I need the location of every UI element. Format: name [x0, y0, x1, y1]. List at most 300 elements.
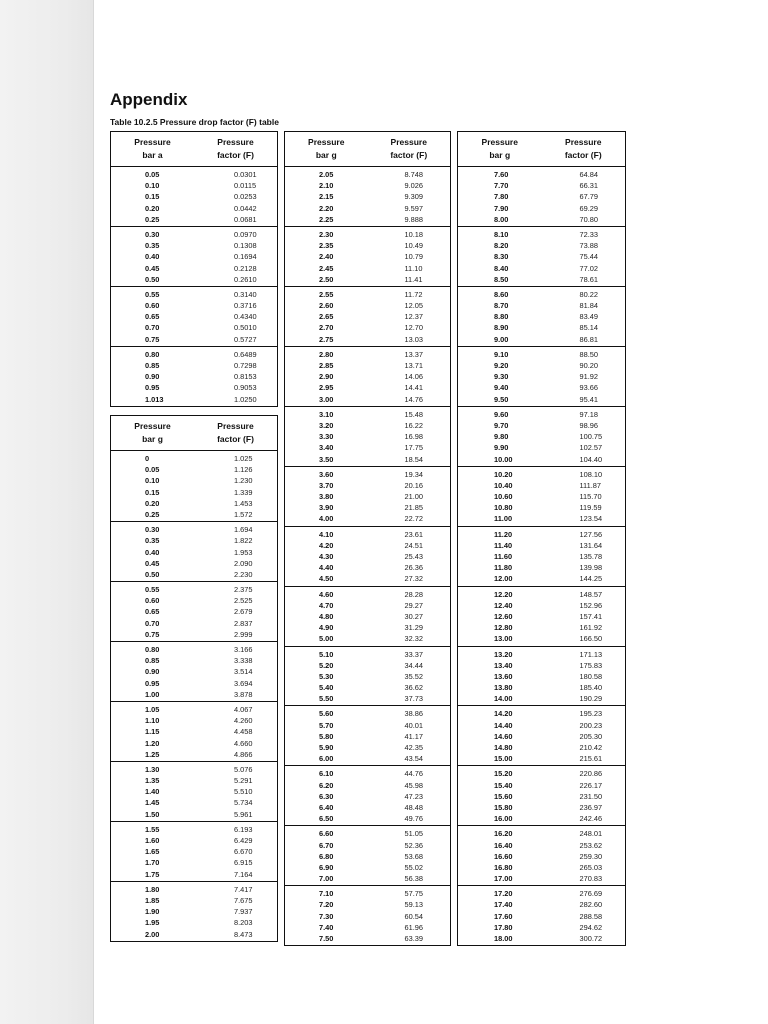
- factor-cell: 135.78: [579, 552, 603, 561]
- factor-cell: 0.1308: [234, 241, 257, 251]
- header-factor: [542, 132, 626, 166]
- factor-cell: 161.92: [579, 623, 603, 633]
- pressure-cell: 15.80: [494, 802, 513, 812]
- factor-cell: 1.0250: [234, 394, 257, 404]
- row-group: [285, 766, 450, 826]
- table-row: [111, 595, 277, 606]
- factor-cell: 14.06: [404, 372, 423, 382]
- pressure-cell: 9.00: [494, 334, 509, 344]
- pressure-cell: 6.20: [319, 780, 334, 790]
- table-row: [458, 649, 625, 660]
- pressure-cell: 14.80: [494, 743, 513, 752]
- table-row: [458, 300, 625, 311]
- factor-cell: 123.54: [579, 514, 603, 524]
- row-group: [458, 647, 625, 707]
- table-row: [285, 289, 450, 300]
- table-row: [111, 797, 277, 808]
- factor-cell: 0.0681: [234, 214, 257, 224]
- table-row: [458, 469, 625, 480]
- pressure-cell: 10.00: [494, 454, 513, 464]
- row-group: [458, 706, 625, 766]
- pressure-cell: 1.20: [145, 738, 160, 748]
- table-bar-a: [110, 131, 278, 407]
- table-row: [111, 809, 277, 820]
- factor-cell: 3.166: [234, 645, 253, 654]
- table-row: [285, 649, 450, 660]
- table-row: [285, 420, 450, 431]
- row-group: [458, 287, 625, 347]
- row-group: [111, 287, 277, 347]
- pressure-cell: 2.65: [319, 312, 334, 322]
- row-group: [458, 886, 625, 945]
- factor-cell: 220.86: [579, 769, 603, 779]
- pressure-cell: 0.20: [145, 498, 160, 508]
- table-row: [111, 274, 277, 285]
- factor-cell: 1.025: [234, 454, 253, 463]
- factor-cell: 64.84: [579, 170, 598, 179]
- row-group: [111, 762, 277, 822]
- pressure-cell: 0.80: [145, 349, 160, 359]
- pressure-cell: 6.50: [319, 814, 334, 824]
- factor-cell: 95.41: [579, 394, 598, 404]
- table-row: [111, 895, 277, 906]
- factor-cell: 2.837: [234, 618, 253, 628]
- table-row: [285, 349, 450, 360]
- table-row: [458, 274, 625, 285]
- factor-cell: 139.98: [579, 563, 603, 573]
- pressure-cell: 10.60: [494, 492, 513, 502]
- factor-cell: 9.026: [404, 181, 423, 191]
- pressure-cell: 0.10: [145, 181, 160, 191]
- table-row: [285, 334, 450, 345]
- pressure-cell: 12.20: [494, 589, 513, 599]
- pressure-cell: 15.20: [494, 769, 513, 779]
- factor-cell: 259.30: [579, 851, 603, 861]
- table-row: [458, 394, 625, 405]
- pressure-cell: 2.20: [319, 203, 334, 213]
- table-row: [111, 749, 277, 760]
- table-row: [111, 906, 277, 917]
- factor-cell: 210.42: [579, 743, 603, 752]
- factor-cell: 0.3716: [234, 301, 257, 311]
- pressure-cell: 5.70: [319, 720, 334, 730]
- header-unit: bar g: [142, 434, 163, 444]
- table-row: [111, 929, 277, 940]
- pressure-cell: 11.20: [494, 529, 513, 539]
- factor-cell: 104.40: [579, 454, 603, 464]
- factor-cell: 205.30: [579, 731, 603, 741]
- table-row: [458, 203, 625, 214]
- header-pressure: [458, 132, 542, 166]
- table-row: [111, 487, 277, 498]
- factor-cell: 2.375: [234, 585, 253, 595]
- pressure-cell: 5.40: [319, 683, 334, 693]
- pressure-cell: 1.75: [145, 869, 160, 879]
- header-unit: bar a: [142, 150, 163, 160]
- factor-cell: 32.32: [404, 634, 423, 644]
- table-row: [111, 524, 277, 535]
- pressure-cell: 13.80: [494, 683, 513, 693]
- factor-cell: 0.0115: [234, 181, 257, 191]
- pressure-cell: 0.25: [145, 214, 160, 224]
- pressure-cell: 2.55: [319, 289, 334, 299]
- pressure-cell: 5.30: [319, 671, 334, 681]
- factor-cell: 12.37: [404, 312, 423, 322]
- factor-cell: 5.734: [234, 798, 253, 808]
- pressure-cell: 3.20: [319, 420, 334, 430]
- table-row: [111, 606, 277, 617]
- factor-cell: 175.83: [579, 660, 603, 670]
- factor-cell: 148.57: [579, 589, 603, 599]
- table-row: [458, 289, 625, 300]
- pressure-cell: 2.05: [319, 170, 334, 179]
- table-row: [458, 802, 625, 813]
- pressure-cell: 1.00: [145, 689, 160, 699]
- pressure-cell: 1.05: [145, 704, 160, 714]
- table-row: [458, 671, 625, 682]
- factor-cell: 0.8153: [234, 372, 257, 382]
- pressure-cell: 9.70: [494, 420, 509, 430]
- factor-cell: 61.96: [404, 922, 423, 932]
- scan-edge-line: [93, 0, 94, 1024]
- header-label: Pressure: [217, 421, 254, 431]
- table-caption: Table 10.2.5 Pressure drop factor (F) table: [110, 117, 279, 127]
- row-group: [111, 702, 277, 762]
- factor-cell: 69.29: [579, 203, 598, 213]
- factor-cell: 0.3140: [234, 289, 257, 299]
- table-bar-g-high: [457, 131, 626, 946]
- factor-cell: 3.514: [234, 667, 253, 677]
- pressure-cell: 9.60: [494, 409, 509, 419]
- header-factor: [368, 132, 451, 166]
- pressure-cell: 6.30: [319, 791, 334, 801]
- factor-cell: 44.76: [404, 769, 423, 779]
- table-row: [285, 851, 450, 862]
- page-heading: Appendix: [110, 90, 188, 109]
- factor-cell: 4.260: [234, 716, 253, 726]
- table-row: [285, 240, 450, 251]
- table-row: [285, 169, 450, 180]
- pressure-cell: 0.80: [145, 645, 160, 654]
- table-row: [285, 802, 450, 813]
- table-row: [111, 824, 277, 835]
- factor-cell: 24.51: [404, 540, 423, 550]
- pressure-cell: 2.35: [319, 241, 334, 251]
- factor-cell: 276.69: [579, 889, 603, 899]
- factor-cell: 55.02: [404, 862, 423, 872]
- pressure-cell: 8.70: [494, 301, 509, 311]
- factor-cell: 45.98: [404, 780, 423, 790]
- factor-cell: 1.230: [234, 476, 253, 486]
- table-row: [111, 704, 277, 715]
- factor-cell: 78.61: [579, 274, 598, 284]
- pressure-cell: 17.80: [494, 922, 513, 932]
- factor-cell: 36.62: [404, 683, 423, 693]
- pressure-cell: 12.60: [494, 611, 513, 621]
- factor-cell: 185.40: [579, 683, 603, 693]
- table-row: [458, 911, 625, 922]
- factor-cell: 6.670: [234, 847, 253, 857]
- table-row: [285, 263, 450, 274]
- table-row: [285, 753, 450, 764]
- table-row: [285, 469, 450, 480]
- pressure-cell: 6.40: [319, 802, 334, 812]
- pressure-cell: 1.85: [145, 895, 160, 905]
- pressure-cell: 11.00: [494, 514, 513, 524]
- table-row: [458, 263, 625, 274]
- pressure-cell: 0.90: [145, 667, 160, 677]
- table-row: [285, 529, 450, 540]
- pressure-cell: 8.90: [494, 323, 509, 333]
- factor-cell: 22.72: [404, 514, 423, 524]
- factor-cell: 0.9053: [234, 383, 257, 393]
- header-label: Pressure: [217, 137, 254, 147]
- factor-cell: 8.748: [404, 170, 423, 179]
- factor-cell: 0.5010: [234, 323, 257, 333]
- pressure-cell: 3.80: [319, 492, 334, 502]
- pressure-cell: 2.30: [319, 229, 334, 239]
- pressure-cell: 1.60: [145, 836, 160, 845]
- factor-cell: 7.675: [234, 895, 253, 905]
- table-body: [111, 451, 277, 941]
- factor-cell: 282.60: [579, 900, 603, 910]
- pressure-cell: 3.60: [319, 469, 334, 479]
- factor-cell: 0.0442: [234, 203, 257, 213]
- factor-cell: 0.2128: [234, 263, 257, 273]
- factor-cell: 7.937: [234, 907, 253, 917]
- factor-cell: 195.23: [579, 709, 603, 719]
- pressure-cell: 2.95: [319, 383, 334, 393]
- header-pressure: [111, 416, 194, 450]
- table-row: [111, 869, 277, 880]
- pressure-cell: 7.20: [319, 900, 334, 910]
- factor-cell: 72.33: [579, 229, 598, 239]
- factor-cell: 70.80: [579, 214, 598, 224]
- table-row: [111, 322, 277, 333]
- row-group: [285, 167, 450, 227]
- row-group: [285, 467, 450, 527]
- table-bar-g-mid: [284, 131, 451, 946]
- factor-cell: 18.54: [404, 454, 423, 464]
- pressure-cell: 0.45: [145, 558, 160, 568]
- pressure-cell: 13.40: [494, 660, 513, 670]
- pressure-cell: 9.40: [494, 383, 509, 393]
- table-row: [458, 491, 625, 502]
- table-row: [285, 203, 450, 214]
- pressure-cell: 5.10: [319, 649, 334, 659]
- table-row: [458, 922, 625, 933]
- table-header: [111, 416, 277, 451]
- pressure-cell: 6.10: [319, 769, 334, 779]
- pressure-cell: 0.75: [145, 629, 160, 639]
- factor-cell: 53.68: [404, 851, 423, 861]
- factor-cell: 9.309: [404, 192, 423, 202]
- table-row: [458, 768, 625, 779]
- table-row: [458, 240, 625, 251]
- pressure-cell: 1.10: [145, 716, 160, 726]
- pressure-cell: 0.05: [145, 465, 160, 475]
- factor-cell: 90.20: [579, 361, 598, 370]
- row-group: [458, 527, 625, 587]
- table-row: [285, 300, 450, 311]
- factor-cell: 42.35: [404, 743, 423, 752]
- table-row: [458, 660, 625, 671]
- pressure-cell: 7.70: [494, 181, 509, 191]
- table-row: [111, 764, 277, 775]
- table-row: [458, 888, 625, 899]
- factor-cell: 1.694: [234, 525, 253, 535]
- factor-cell: 52.36: [404, 840, 423, 850]
- factor-cell: 236.97: [579, 802, 603, 812]
- factor-cell: 0.1694: [234, 252, 257, 262]
- table-row: [111, 240, 277, 251]
- factor-cell: 5.510: [234, 787, 253, 797]
- table-row: [111, 629, 277, 640]
- header-label: Pressure: [134, 421, 171, 431]
- table-row: [111, 251, 277, 262]
- header-factor: [194, 416, 277, 450]
- table-row: [285, 600, 450, 611]
- table-row: [285, 454, 450, 465]
- pressure-cell: 0.75: [145, 334, 160, 344]
- factor-cell: 2.090: [234, 558, 253, 568]
- pressure-cell: 0.70: [145, 323, 160, 333]
- pressure-cell: 16.40: [494, 840, 513, 850]
- table-row: [285, 693, 450, 704]
- factor-cell: 29.27: [404, 600, 423, 610]
- pressure-cell: 9.10: [494, 349, 509, 359]
- pressure-cell: 5.20: [319, 660, 334, 670]
- table-row: [111, 180, 277, 191]
- factor-cell: 242.46: [579, 814, 603, 824]
- header-unit: factor (F): [390, 150, 428, 160]
- pressure-cell: 6.70: [319, 840, 334, 850]
- factor-cell: 4.866: [234, 749, 253, 759]
- table-row: [285, 862, 450, 873]
- table-row: [458, 251, 625, 262]
- factor-cell: 25.43: [404, 552, 423, 561]
- factor-cell: 0.0970: [234, 229, 257, 239]
- row-group: [458, 347, 625, 407]
- pressure-cell: 1.25: [145, 749, 160, 759]
- table-row: [458, 633, 625, 644]
- table-row: [285, 513, 450, 524]
- factor-cell: 9.888: [404, 214, 423, 224]
- table-row: [111, 311, 277, 322]
- table-row: [111, 382, 277, 393]
- row-group: [285, 527, 450, 587]
- table-row: [458, 540, 625, 551]
- table-row: [285, 214, 450, 225]
- table-row: [458, 442, 625, 453]
- factor-cell: 119.59: [579, 503, 602, 513]
- factor-cell: 248.01: [579, 829, 603, 839]
- table-row: [285, 813, 450, 824]
- pressure-cell: 6.90: [319, 862, 334, 872]
- table-row: [458, 899, 625, 910]
- row-group: [111, 642, 277, 702]
- row-group: [458, 167, 625, 227]
- factor-cell: 11.72: [404, 289, 423, 299]
- factor-cell: 2.679: [234, 607, 253, 617]
- table-row: [285, 311, 450, 322]
- table-row: [458, 480, 625, 491]
- factor-cell: 4.458: [234, 727, 253, 737]
- table-row: [111, 191, 277, 202]
- table-row: [111, 371, 277, 382]
- pressure-cell: 5.80: [319, 731, 334, 741]
- table-row: [111, 644, 277, 655]
- factor-cell: 131.64: [579, 540, 603, 550]
- table-row: [458, 562, 625, 573]
- factor-cell: 2.525: [234, 596, 253, 606]
- table-row: [285, 360, 450, 371]
- table-row: [285, 491, 450, 502]
- pressure-cell: 3.00: [319, 394, 334, 404]
- table-row: [111, 738, 277, 749]
- factor-cell: 41.17: [404, 731, 423, 741]
- pressure-cell: 7.50: [319, 934, 334, 943]
- header-label: Pressure: [308, 137, 345, 147]
- factor-cell: 6.429: [234, 836, 253, 845]
- table-row: [285, 828, 450, 839]
- table-row: [111, 289, 277, 300]
- header-label: Pressure: [565, 137, 602, 147]
- pressure-cell: 15.60: [494, 791, 513, 801]
- pressure-cell: 0.55: [145, 289, 160, 299]
- table-row: [285, 394, 450, 405]
- factor-cell: 270.83: [579, 874, 603, 884]
- pressure-cell: 16.00: [494, 814, 513, 824]
- pressure-cell: 6.60: [319, 829, 334, 839]
- table-row: [458, 349, 625, 360]
- row-group: [285, 287, 450, 347]
- table-row: [285, 708, 450, 719]
- factor-cell: 6.915: [234, 858, 253, 868]
- table-row: [111, 453, 277, 464]
- factor-cell: 294.62: [579, 922, 603, 932]
- factor-cell: 97.18: [579, 409, 598, 419]
- factor-cell: 157.41: [579, 611, 603, 621]
- pressure-cell: 17.60: [494, 911, 513, 921]
- factor-cell: 1.822: [234, 536, 253, 546]
- table-row: [458, 214, 625, 225]
- pressure-cell: 4.00: [319, 514, 334, 524]
- row-group: [285, 886, 450, 945]
- factor-cell: 40.01: [404, 720, 423, 730]
- pressure-cell: 0.90: [145, 372, 160, 382]
- pressure-cell: 15.00: [494, 754, 513, 764]
- table-row: [285, 431, 450, 442]
- factor-cell: 67.79: [579, 192, 598, 202]
- factor-cell: 226.17: [579, 780, 603, 790]
- table-row: [458, 334, 625, 345]
- row-group: [111, 167, 277, 227]
- table-row: [458, 708, 625, 719]
- pressure-cell: 4.90: [319, 623, 334, 633]
- factor-cell: 75.44: [579, 252, 598, 262]
- factor-cell: 66.31: [579, 181, 598, 191]
- table-row: [111, 678, 277, 689]
- factor-cell: 11.41: [404, 274, 423, 284]
- factor-cell: 127.56: [579, 529, 603, 539]
- table-row: [285, 671, 450, 682]
- table-row: [285, 551, 450, 562]
- table-row: [285, 780, 450, 791]
- factor-cell: 5.961: [234, 809, 253, 819]
- table-row: [458, 322, 625, 333]
- pressure-cell: 1.90: [145, 907, 160, 917]
